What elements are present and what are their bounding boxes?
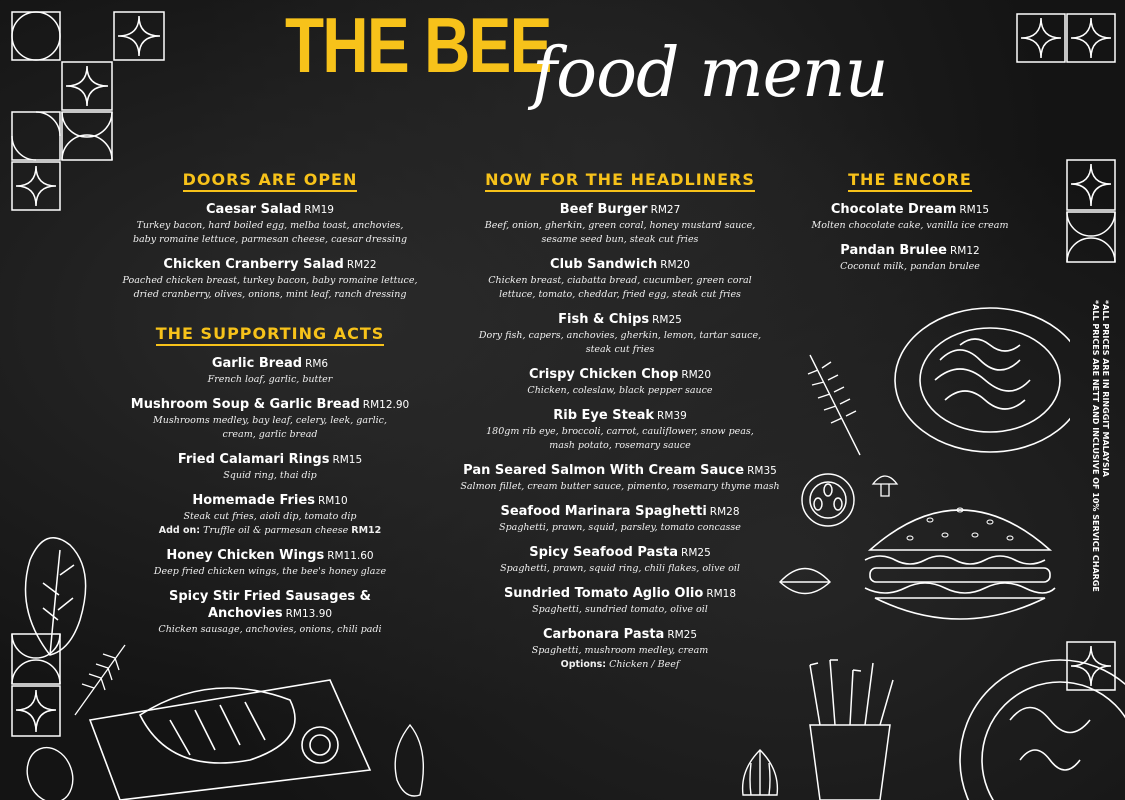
item-name: Pandan Brulee [840,243,947,258]
item-description: Deep fried chicken wings, the bee's honey glaze [153,566,387,577]
menu-item [440,544,800,576]
menu-item [120,588,420,637]
item-description: Beef, onion, gherkin, green coral, honey mustard sauce, [484,220,756,231]
item-name: Spicy Stir Fried Sausages & Anchovies [169,589,371,621]
menu-item [120,451,420,483]
item-price: RM15 [332,454,363,466]
menu-item [800,242,1020,274]
item-description: Poached chicken breast, turkey bacon, baby romaine lettuce, [122,275,418,286]
section-supporting [120,324,420,637]
item-price: RM13.90 [285,608,333,620]
item-price: RM11.60 [327,550,374,562]
item-description: 180gm rib eye, broccoli, carrot, cauliflower, snow peas, [486,426,754,437]
item-name: Fried Calamari Rings [177,452,330,467]
item-name: Caesar Salad [206,202,302,217]
mushroom-illustration [870,470,900,498]
burger-illustration [850,480,1070,640]
menu-item [120,256,420,302]
item-price: RM6 [305,358,329,370]
price-footnote [1088,300,1110,610]
menu-item [440,201,800,247]
item-name: Beef Burger [559,202,648,217]
item-description: Chicken, coleslaw, black pepper sauce [527,385,713,396]
item-description: Salmon fillet, cream butter sauce, pimento, rosemary thyme mash [460,481,780,492]
tomato-slice-illustration [798,470,858,530]
menu-item [440,585,800,617]
addon-label: Add on: [158,525,201,536]
item-price: RM27 [650,204,681,216]
item-description: cream, garlic bread [222,429,318,440]
menu-column-center [440,170,800,672]
item-price: RM19 [304,204,334,216]
pepper-illustration [385,720,435,800]
fries-illustration [795,655,905,800]
item-price: RM12.90 [362,399,410,411]
item-price: RM25 [667,629,698,641]
addon-text: Truffle oil & parmesan cheese [203,525,349,536]
item-name: Sundried Tomato Aglio Olio [503,586,704,601]
addon-price: RM12 [351,525,382,536]
item-description: Spaghetti, prawn, squid, parsley, tomato concasse [499,522,741,533]
item-description: Mushrooms medley, bay leaf, celery, leek, garlic, [153,415,387,426]
menu-item [440,503,800,535]
section-title-doors: DOORS ARE OPEN [183,170,358,192]
item-description: Steak cut fries, aioli dip, tomato dip [183,511,357,522]
item-options [440,658,800,672]
item-price: RM20 [681,369,712,381]
item-description: steak cut fries [585,344,655,355]
options-text: Chicken / Beef [609,659,680,670]
geometric-pattern-top-right [1015,10,1120,70]
menu-item [800,201,1020,233]
menu-item [440,311,800,357]
item-price: RM20 [660,259,690,271]
item-price: RM18 [706,588,737,600]
menu-subtitle: food menu [532,34,888,113]
item-description: Spaghetti, mushroom medley, cream [531,645,709,656]
section-doors-items [120,201,420,302]
item-description: Molten chocolate cake, vanilla ice cream [811,220,1009,231]
item-name: Homemade Fries [192,493,315,508]
item-description: lettuce, tomato, cheddar, fried egg, steak cut fries [499,289,741,300]
menu-item [120,355,420,387]
menu-item [440,256,800,302]
item-description: baby romaine lettuce, parmesan cheese, caesar dressing [132,234,408,245]
garlic-illustration [735,745,785,800]
item-price: RM25 [652,314,682,326]
item-name: Honey Chicken Wings [166,548,325,563]
item-name: Garlic Bread [211,356,303,371]
item-name: Spicy Seafood Pasta [529,545,679,560]
seed-illustration [20,740,80,800]
item-name: Club Sandwich [550,257,658,272]
menu-item [120,492,420,538]
item-name: Seafood Marinara Spaghetti [500,504,707,519]
item-price: RM12 [950,245,980,257]
spaghetti-plate-illustration [880,300,1070,460]
item-description: Chicken breast, ciabatta bread, cucumber, green coral [488,275,752,286]
item-price: RM22 [346,259,377,271]
item-name: Rib Eye Steak [553,408,655,423]
salad-bowl-illustration [950,650,1125,800]
footnote-currency: *ALL PRICES ARE IN RINGGIT MALAYSIA [1101,300,1110,477]
item-price: RM28 [709,506,740,518]
item-name: Crispy Chicken Chop [528,367,679,382]
geometric-pattern-right [1065,158,1120,268]
menu-item [440,462,800,494]
item-addon [120,524,420,538]
item-description: Spaghetti, prawn, squid ring, chili flakes, olive oil [500,563,740,574]
section-title-headliners: NOW FOR THE HEADLINERS [485,170,755,192]
item-description: dried cranberry, olives, onions, mint leaf, ranch dressing [133,289,407,300]
herb-branch-illustration [70,640,130,720]
item-name: Carbonara Pasta [542,627,665,642]
menu-item [440,407,800,453]
item-price: RM35 [747,465,777,477]
menu-item [440,626,800,672]
item-description: mash potato, rosemary sauce [549,440,691,451]
item-price: RM10 [317,495,348,507]
menu-column-left [120,170,420,637]
item-description: French loaf, garlic, butter [207,374,333,385]
section-title-encore: THE ENCORE [848,170,972,192]
menu-item [120,547,420,579]
item-name: Fish & Chips [558,312,650,327]
options-label: Options: [560,659,607,670]
menu-item [440,366,800,398]
item-price: RM25 [681,547,711,559]
item-description: Coconut milk, pandan brulee [840,261,980,272]
item-price: RM15 [959,204,990,216]
menu-column-right [800,170,1020,274]
item-description: Turkey bacon, hard boiled egg, melba toast, anchovies, [136,220,404,231]
rosemary-sprig-illustration [800,350,870,460]
item-name: Mushroom Soup & Garlic Bread [130,397,360,412]
item-name: Chocolate Dream [830,202,957,217]
item-price: RM39 [657,410,687,422]
item-description: Chicken sausage, anchovies, onions, chili padi [158,624,382,635]
item-name: Chicken Cranberry Salad [163,257,344,272]
menu-item [120,396,420,442]
item-name: Pan Seared Salmon With Cream Sauce [463,463,745,478]
item-description: Squid ring, thai dip [223,470,317,481]
lettuce-illustration [10,520,100,660]
item-description: Spaghetti, sundried tomato, olive oil [532,604,708,615]
footnote-service-charge: *ALL PRICES ARE NETT AND INCLUSIVE OF 10% SERVICE CHARGE [1091,300,1100,592]
item-description: Dory fish, capers, anchovies, gherkin, lemon, tartar sauce, [478,330,762,341]
item-description: sesame seed bun, steak cut fries [541,234,699,245]
menu-item [120,201,420,247]
brand-title: THE BEE [285,1,551,89]
section-title-supporting: THE SUPPORTING ACTS [156,324,385,346]
